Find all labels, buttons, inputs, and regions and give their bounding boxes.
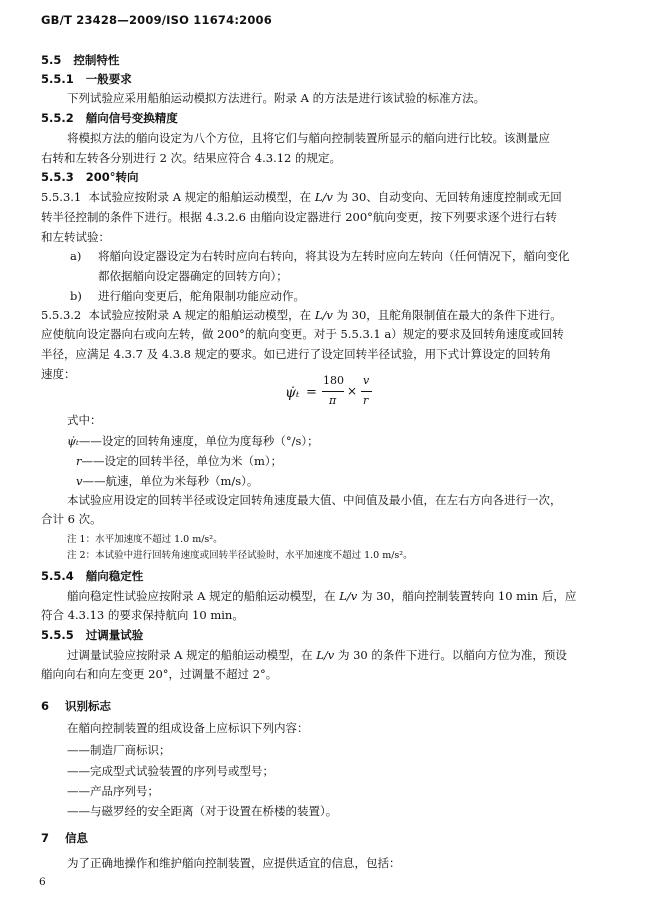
paragraph-6-intro: 在艏向控制装置的组成设备上应标识下列内容： xyxy=(67,721,309,735)
section-title: 识别标志 xyxy=(65,699,112,713)
ratio-symbol: L/v xyxy=(316,648,335,662)
ratio-symbol: L/v xyxy=(314,308,333,322)
symbol: ψ̇ₜ xyxy=(67,434,79,448)
text-run: 过调量试验应按附录 A 规定的船舶运动模型，在 xyxy=(67,648,317,662)
definition-radius xyxy=(76,453,282,469)
formula-denominator: π xyxy=(329,394,337,407)
section-title: 一般要求 xyxy=(85,72,132,86)
definition-speed xyxy=(76,473,258,489)
document-header: GB/T 23428—2009/ISO 11674:2006 xyxy=(41,13,272,27)
formula-numerator: 180 xyxy=(323,374,344,387)
clause-number: 5.5.3.2 xyxy=(41,308,82,322)
section-title: 控制特性 xyxy=(73,53,120,67)
section-title: 过调量试验 xyxy=(85,628,144,642)
note-2: 注 2：本试验中进行回转角速度或回转半径试验时，水平加速度不超过 1.0 m/s²。 xyxy=(67,550,413,561)
section-title: 艏向信号变换精度 xyxy=(85,111,178,125)
list-item-a-line-2: 都依据艏向设定器确定的回转方向）； xyxy=(98,269,288,283)
fraction-bar xyxy=(322,391,344,392)
marking-item-2: ——完成型式试验装置的序列号或型号； xyxy=(67,764,274,778)
text-run: 为 30，艏向控制装置转向 10 min 后，应 xyxy=(357,589,577,603)
paragraph-5-5-3-1-line-1 xyxy=(41,189,562,205)
paragraph-5-5-3-1-line-3: 和左转试验： xyxy=(41,230,110,244)
section-5-5-1-heading xyxy=(41,71,132,87)
turn-rate-formula xyxy=(285,374,375,412)
paragraph-5-5-3-2-line-1 xyxy=(41,307,562,323)
section-5-5-3-heading xyxy=(41,169,139,185)
clause-number: 5.5.3.1 xyxy=(41,190,82,204)
ratio-symbol: L/v xyxy=(314,190,333,204)
definition-text: ——航速，单位为米每秒（m/s）。 xyxy=(82,474,259,488)
formula-fraction-denominator: r xyxy=(363,394,369,407)
list-item-a-label: a) xyxy=(70,249,82,263)
section-5-5-4-heading xyxy=(41,568,143,584)
marking-item-1: ——制造厂商标识； xyxy=(67,743,171,757)
section-number: 7 xyxy=(41,831,50,845)
section-title: 200°转向 xyxy=(85,170,139,184)
paragraph-5-5-3-2-line-2: 应使航向设定器向右或向左转，做 200°的航向变更。对于 5.5.3.1 a）规定的要求及回转角速度或回转 xyxy=(41,327,564,341)
paragraph-5-5-5-line-1 xyxy=(67,647,567,663)
text-run: 为 30、自动变向、无回转角速度控制或无回 xyxy=(332,190,562,204)
section-number: 5.5.2 xyxy=(41,111,74,125)
marking-item-4: ——与磁罗经的安全距离（对于设置在桥楼的装置）。 xyxy=(67,804,338,818)
where-label: 式中： xyxy=(67,413,102,427)
definition-text: ——设定的回转半径，单位为米（m）； xyxy=(81,454,283,468)
paragraph-5-5-1: 下列试验应采用船舶运动模拟方法进行。附录 A 的方法是进行该试验的标准方法。 xyxy=(67,91,486,105)
section-number: 5.5 xyxy=(41,53,62,67)
note-1: 注 1：水平加速度不超过 1.0 m/s²。 xyxy=(67,534,223,545)
section-6-heading xyxy=(41,698,111,714)
marking-item-3: ——产品序列号； xyxy=(67,784,159,798)
text-run: 艏向稳定性试验应按附录 A 规定的船舶运动模型，在 xyxy=(67,589,340,603)
paragraph-5-5-4-line-2: 符合 4.3.13 的要求保持航向 10 min。 xyxy=(41,608,244,622)
list-item-a-line-1: 将艏向设定器设定为右转时应向右转向，将其设为左转时应向左转向（任何情况下，艏向变化 xyxy=(98,249,570,263)
ratio-symbol: L/v xyxy=(339,589,358,603)
paragraph-5-5-2-line-2: 右转和左转各分别进行 2 次。结果应符合 4.3.12 的规定。 xyxy=(41,151,342,165)
section-7-heading xyxy=(41,830,88,846)
section-5-5-heading xyxy=(41,52,119,68)
definition-text: ——设定的回转角速度，单位为度每秒（°/s）； xyxy=(78,434,319,448)
formula-fraction-numerator: v xyxy=(363,374,370,387)
definition-turn-rate xyxy=(67,433,319,449)
paragraph-5-5-3-1-line-2: 转半径控制的条件下进行。根据 4.3.2.6 由艏向设定器进行 200°航向变更，按下列要求逐个进行右转 xyxy=(41,210,557,224)
symbol: v xyxy=(76,474,83,488)
paragraph-5-5-3-2-line-3: 半径，应满足 4.3.7 及 4.3.8 规定的要求。如已进行了设定回转半径试验，用下式计算设定的回转角 xyxy=(41,347,552,361)
paragraph-5-5-2-line-1: 将模拟方法的艏向设定为八个方位，且将它们与艏向控制装置所显示的艏向进行比较。该测量应 xyxy=(67,131,550,145)
text-run: 为 30，且舵角限制值在最大的条件下进行。 xyxy=(332,308,562,322)
text-run: 为 30 的条件下进行。以艏向方位为准，预设 xyxy=(334,648,567,662)
formula-lhs: ψ̇ₜ xyxy=(285,385,300,401)
paragraph-5-5-4-line-1 xyxy=(67,588,576,604)
paragraph-7-intro: 为了正确地操作和维护艏向控制装置，应提供适宜的信息，包括： xyxy=(67,856,401,870)
formula-equals: = xyxy=(306,385,317,400)
section-title: 艏向稳定性 xyxy=(85,569,144,583)
paragraph-5-5-3-2-line-6: 合计 6 次。 xyxy=(41,512,102,526)
fraction-bar xyxy=(361,391,372,392)
section-title: 信息 xyxy=(65,831,89,845)
section-number: 5.5.3 xyxy=(41,170,74,184)
section-number: 6 xyxy=(41,699,50,713)
formula-times: × xyxy=(347,384,358,398)
section-5-5-2-heading xyxy=(41,110,178,126)
section-number: 5.5.5 xyxy=(41,628,74,642)
paragraph-5-5-5-line-2: 艏向向右和向左变更 20°，过调量不超过 2°。 xyxy=(41,667,278,681)
section-number: 5.5.1 xyxy=(41,72,74,86)
section-number: 5.5.4 xyxy=(41,569,74,583)
text-run: 本试验应按附录 A 规定的船舶运动模型，在 xyxy=(88,190,315,204)
section-5-5-5-heading xyxy=(41,627,143,643)
paragraph-5-5-3-2-line-5: 本试验应用设定的回转半径或设定回转角速度最大值、中间值及最小值，在左右方向各进行一次， xyxy=(67,493,562,507)
text-run: 本试验应按附录 A 规定的船舶运动模型，在 xyxy=(88,308,315,322)
symbol: r xyxy=(76,454,82,468)
list-item-b-line-1: 进行艏向变更后，舵角限制功能应动作。 xyxy=(98,289,305,303)
paragraph-5-5-3-2-line-4: 速度： xyxy=(41,367,76,381)
list-item-b-label: b) xyxy=(70,289,82,303)
page-number: 6 xyxy=(39,876,46,888)
